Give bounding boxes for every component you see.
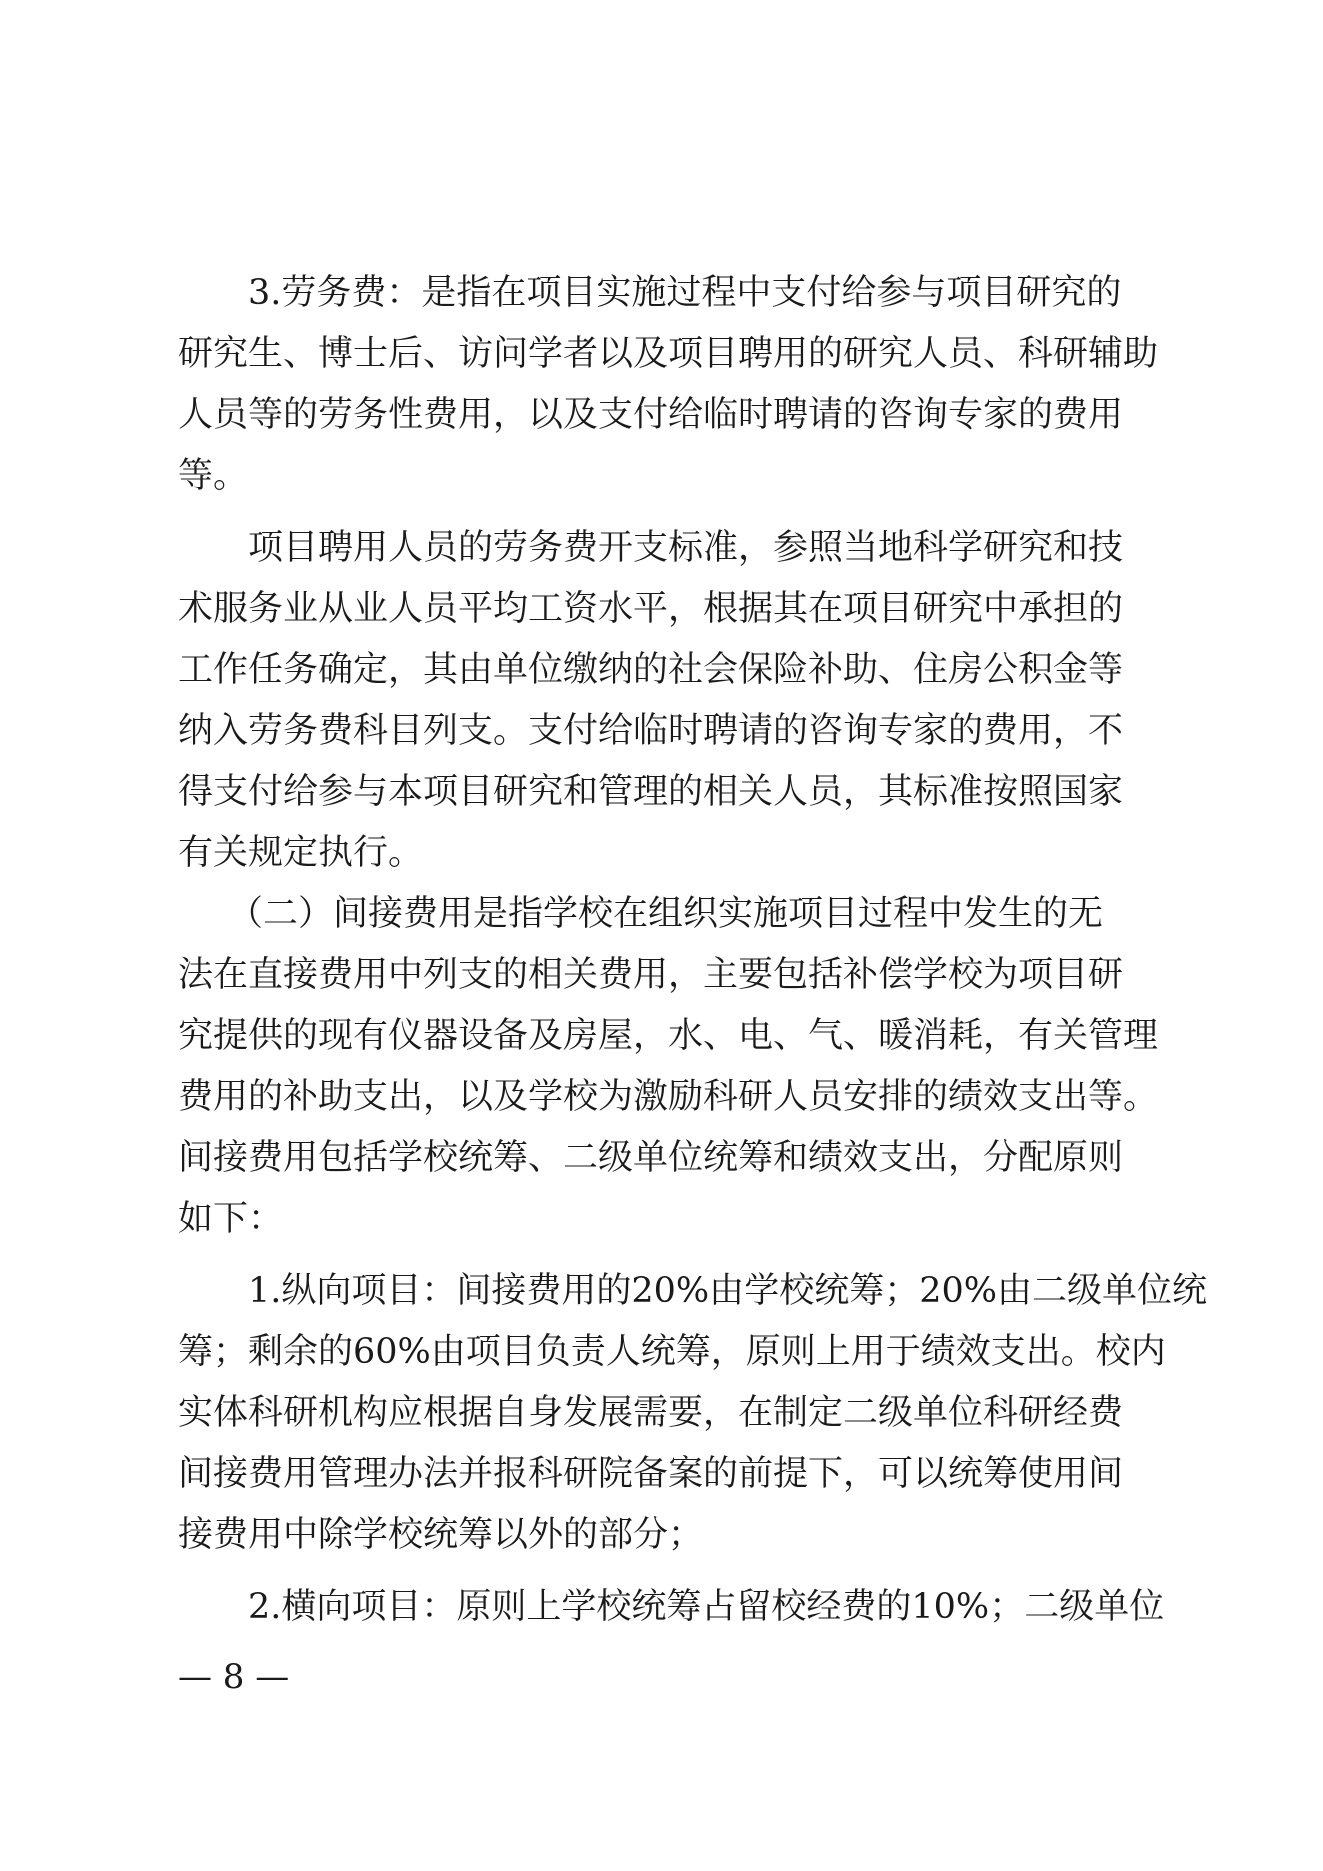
body-line: 工作任务确定，其由单位缴纳的社会保险补助、住房公积金等 xyxy=(178,650,1124,690)
body-line: 纳入劳务费科目列支。支付给临时聘请的咨询专家的费用，不 xyxy=(178,711,1124,751)
body-line: 如下： xyxy=(178,1199,284,1239)
body-line: 项目聘用人员的劳务费开支标准，参照当地科学研究和技 xyxy=(248,528,1124,568)
body-line: 接费用中除学校统筹以外的部分； xyxy=(178,1515,704,1555)
body-line: 研究生、博士后、访问学者以及项目聘用的研究人员、科研辅助 xyxy=(178,334,1159,374)
body-line: 费用的补助支出，以及学校为激励科研人员安排的绩效支出等。 xyxy=(178,1077,1159,1117)
body-line: 法在直接费用中列支的相关费用，主要包括补偿学校为项目研 xyxy=(178,955,1124,995)
body-line: 人员等的劳务性费用，以及支付给临时聘请的咨询专家的费用 xyxy=(178,395,1124,435)
body-line: （二）间接费用是指学校在组织实施项目过程中发生的无 xyxy=(228,894,1104,934)
body-line: 等。 xyxy=(178,456,249,496)
body-line: 有关规定执行。 xyxy=(178,833,424,873)
body-line: 1.纵向项目：间接费用的20%由学校统筹；20%由二级单位统 xyxy=(248,1271,1207,1311)
body-line: 术服务业从业人员平均工资水平，根据其在项目研究中承担的 xyxy=(178,589,1124,629)
body-line: 实体科研机构应根据自身发展需要，在制定二级单位科研经费 xyxy=(178,1393,1124,1433)
body-line: 2.横向项目：原则上学校统筹占留校经费的10%；二级单位 xyxy=(248,1587,1165,1627)
body-line: 得支付给参与本项目研究和管理的相关人员，其标准按照国家 xyxy=(178,772,1124,812)
body-line: 究提供的现有仪器设备及房屋，水、电、气、暖消耗，有关管理 xyxy=(178,1016,1159,1056)
body-line: 筹；剩余的60%由项目负责人统筹，原则上用于绩效支出。校内 xyxy=(178,1332,1166,1372)
body-line: 3.劳务费：是指在项目实施过程中支付给参与项目研究的 xyxy=(248,273,1122,313)
body-line: 间接费用包括学校统筹、二级单位统筹和绩效支出，分配原则 xyxy=(178,1138,1124,1178)
page-number: — 8 — xyxy=(178,1657,290,1697)
body-line: 间接费用管理办法并报科研院备案的前提下，可以统筹使用间 xyxy=(178,1454,1124,1494)
